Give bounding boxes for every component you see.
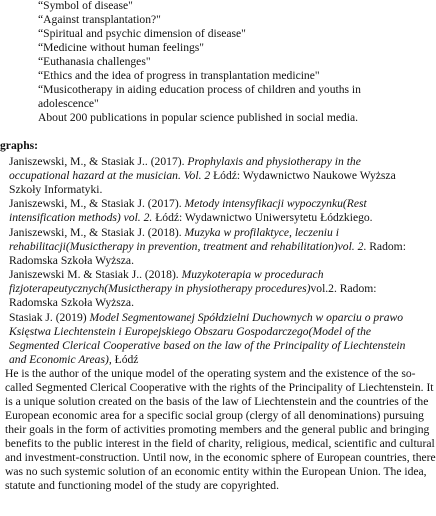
body-paragraph-line: He is the author of the unique model of the operating system and the existence of the so- (5, 367, 416, 380)
reference-title: Model Segmentowanej Spółdzielni Duchownych w oparciu o prawo (89, 311, 404, 324)
reference-publisher: vol.2. Radom: (310, 282, 377, 295)
publication-title: “Euthanasia challenges" (38, 55, 151, 68)
reference-title: Muzykoterapia w procedurach (181, 268, 324, 281)
reference-entry (9, 197, 367, 211)
body-paragraph-line: is a unique solution created on the basis of the law of Liechtenstein and the countries of the (5, 395, 429, 408)
body-paragraph-line: called Segmented Clerical Cooperative with the rights of the Principality of Liechtenstein. It (5, 381, 434, 394)
reference-title: rehabilitacji(Musictherapy in prevention, treatment and rehabilitation)vol. 2 (9, 240, 364, 253)
reference-title: Metody intensyfikacji wypoczynku(Rest (184, 197, 367, 210)
reference-entry-line (9, 240, 406, 254)
publication-title: “Medicine without human feelings" (38, 41, 205, 54)
publication-title: “Against transplantation?" (38, 13, 161, 26)
section-heading: graphs: (0, 139, 39, 152)
publication-title: “Symbol of disease" (38, 0, 133, 12)
body-paragraph-line: was no such systemic solution of an economic entity within the European Union. The idea, (5, 465, 427, 478)
reference-authors: Janiszewski, M., & Stasiak J. (2017). (9, 197, 185, 210)
reference-authors: Janiszewski, M., & Stasiak J.. (2017). (9, 155, 188, 168)
reference-entry (9, 311, 403, 325)
reference-title: Muzyka w profilaktyce, leczeniu i (184, 226, 339, 239)
publication-title: “Musicotherapy in aiding education process of children and youths in (38, 83, 361, 96)
reference-entry (9, 226, 339, 240)
body-paragraph-line: their goals in the form of activities promoting members and the general public and bringing (5, 423, 430, 436)
reference-entry (9, 155, 361, 169)
reference-entry-line (9, 353, 138, 367)
reference-publisher: Szkoły Informatyki. (9, 183, 103, 196)
publications-note: About 200 publications in popular science published in social media. (38, 111, 359, 124)
publication-title-continuation: adolescence" (38, 97, 99, 110)
body-paragraph-line: European economic area for a specific social group (clergy of all denominations) pursuing (5, 409, 424, 422)
publication-title: “Spiritual and psychic dimension of disease" (38, 27, 246, 40)
reference-authors: Janiszewski, M., & Stasiak J. (2018). (9, 226, 185, 239)
reference-publisher: . Radom: (363, 240, 406, 253)
reference-publisher: Łódź: Wydawnictwo Uniwersytetu Łódzkiego. (155, 211, 373, 224)
reference-entry-line (9, 282, 377, 296)
reference-title: Segmented Clerical Cooperative based on the law of the Principality of Liechtenstein (9, 339, 406, 352)
body-paragraph-line: benefits to the public interest in the field of charity, religious, medical, scientific and cultural (5, 437, 435, 450)
reference-publisher: Łódź: Wydawnictwo Naukowe Wyższa (213, 169, 396, 182)
reference-title: and Economic Areas), (9, 353, 115, 366)
reference-title: occupational hazard at the musician. Vol. 2 (9, 169, 214, 182)
body-paragraph-line: statute and functioning model of the study are copyrighted. (5, 479, 279, 492)
reference-publisher: Radomska Szkoła Wyższa. (9, 296, 134, 309)
reference-authors: Janiszewski M. & Stasiak J.. (2018). (9, 268, 182, 281)
reference-title: Księstwa Liechtenstein i Europejskiego Obszaru Gospodarczego(Model of the (9, 325, 372, 338)
reference-title: fizjoterapeutycznych(Musictherapy in physiotherapy procedures) (9, 282, 311, 295)
reference-authors: Stasiak J. (2019) (9, 311, 90, 324)
body-paragraph-line: and investment-construction. Until now, in the economic sphere of European countries, there (5, 451, 436, 464)
reference-entry-line (9, 169, 396, 183)
reference-title: Prophylaxis and physiotherapy in the (187, 155, 361, 168)
reference-entry-line (9, 211, 373, 225)
reference-publisher: Łódź (114, 353, 139, 366)
reference-entry (9, 268, 324, 282)
reference-publisher: Radomska Szkoła Wyższa. (9, 254, 134, 267)
reference-title: intensification methods) vol. 2. (9, 211, 156, 224)
publication-title: “Ethics and the idea of progress in transplantation medicine" (38, 69, 320, 82)
